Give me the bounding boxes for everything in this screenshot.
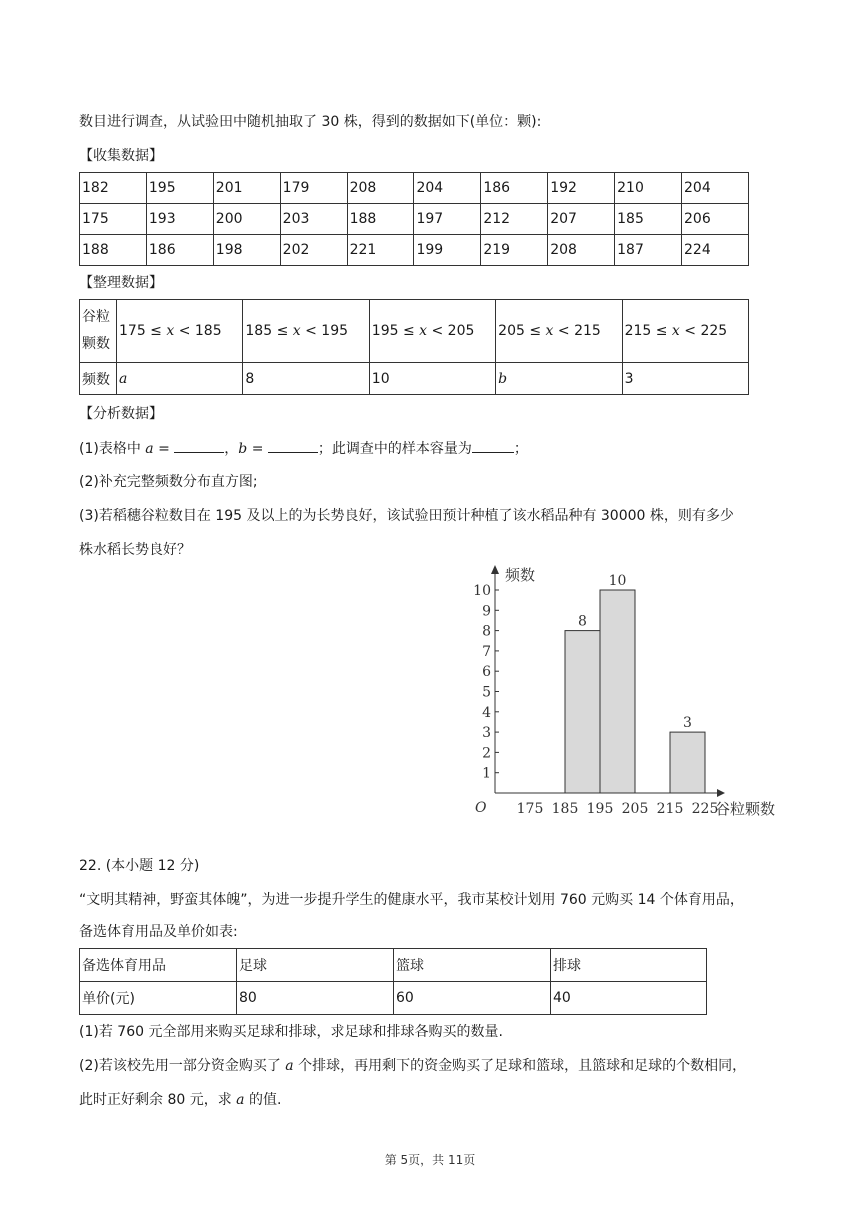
table-cell: 204 [414, 173, 481, 204]
question-22-part2-line2 [79, 1090, 281, 1110]
freq-label-cell: 频数 [80, 363, 117, 395]
table-cell: 221 [347, 235, 414, 266]
question-3-line1: (3)若稻穗谷粒数目在 195 及以上的为长势良好，该试验田预计种植了该水稻品种有 30000 株，则有多少 [79, 508, 734, 524]
text-span: 的值. [244, 1092, 282, 1108]
table-cell: 186 [146, 235, 213, 266]
answer-blank-a[interactable] [174, 438, 224, 453]
table-cell: 203 [280, 204, 347, 235]
q1-end: ； [513, 441, 528, 457]
q1-prefix: (1)表格中 [79, 441, 146, 457]
x-tick-label: 205 [621, 801, 649, 817]
frequency-histogram [455, 560, 785, 825]
answer-blank-sample-size[interactable] [472, 438, 514, 453]
freq-cell: 3 [622, 363, 748, 395]
y-tick-label: 2 [482, 745, 491, 762]
table-cell: 199 [414, 235, 481, 266]
table-row [80, 949, 707, 982]
table-cell: 200 [213, 204, 280, 235]
histogram-bar [670, 732, 705, 793]
y-tick-label: 8 [482, 623, 491, 640]
table-cell: 182 [80, 173, 147, 204]
table-row [80, 235, 749, 266]
origin-label: O [475, 800, 487, 816]
table-cell: 179 [280, 173, 347, 204]
table-cell: 212 [481, 204, 548, 235]
freq-cell: b [496, 363, 622, 395]
y-tick-label: 5 [482, 684, 491, 701]
table-cell: 198 [213, 235, 280, 266]
x-tick-label: 225 [691, 801, 719, 817]
question-2: (2)补充完整频数分布直方图; [79, 474, 258, 490]
histogram-bar [600, 590, 635, 793]
table-cell: 193 [146, 204, 213, 235]
var-b: b [238, 441, 248, 457]
text-span: 此时正好剩余 80 元，求 [79, 1092, 237, 1108]
table-cell: 207 [548, 204, 615, 235]
table-cell: 210 [615, 173, 682, 204]
table-row [80, 363, 749, 395]
y-axis-arrow [491, 565, 499, 574]
table-cell: 219 [481, 235, 548, 266]
table-cell: 40 [551, 982, 707, 1015]
collected-data-table [79, 172, 749, 266]
header-label-line1: 谷粒 [82, 309, 110, 325]
histogram-bar [565, 631, 600, 793]
equals-sign: = [153, 441, 175, 457]
table-cell: 备选体育用品 [80, 949, 237, 982]
x-tick-label: 175 [516, 801, 544, 817]
question-22-line2: 备选体育用品及单价如表: [79, 924, 238, 940]
table-cell: 201 [213, 173, 280, 204]
y-tick-label: 3 [482, 725, 491, 742]
section-heading-collect: 【收集数据】 [79, 148, 163, 164]
y-tick-label: 4 [482, 704, 491, 721]
header-label-line2: 颗数 [82, 336, 110, 352]
freq-cell: 10 [369, 363, 495, 395]
y-tick-label: 1 [482, 765, 491, 782]
table-cell: 195 [146, 173, 213, 204]
table-cell: 篮球 [394, 949, 551, 982]
bar-value-label: 3 [683, 715, 692, 732]
interval-cell: 175 ≤ x < 185 [117, 300, 243, 363]
interval-cell: 185 ≤ x < 195 [243, 300, 369, 363]
answer-blank-b[interactable] [268, 438, 318, 453]
x-axis-arrow [717, 789, 725, 797]
question-22-line1: “文明其精神，野蛮其体魄”，为进一步提升学生的健康水平，我市某校计划用 760 元购买 14 个体育用品， [79, 892, 744, 908]
table-cell: 197 [414, 204, 481, 235]
y-tick-label: 9 [482, 603, 491, 620]
table-cell: 排球 [551, 949, 707, 982]
intro-text: 数目进行调查，从试验田中随机抽取了 30 株，得到的数据如下(单位：颗): [79, 114, 542, 130]
interval-cell: 205 ≤ x < 215 [496, 300, 622, 363]
interval-cell: 215 ≤ x < 225 [622, 300, 748, 363]
table-row [80, 982, 707, 1015]
question-3-line2: 株水稻长势良好？ [79, 542, 191, 558]
table-cell: 202 [280, 235, 347, 266]
table-cell: 60 [394, 982, 551, 1015]
table-cell: 足球 [237, 949, 394, 982]
table-cell: 208 [548, 235, 615, 266]
y-axis-label: 频数 [505, 566, 536, 584]
text-span: (2)若该校先用一部分资金购买了 [79, 1058, 286, 1074]
question-1 [79, 438, 528, 459]
table-cell: 单价(元) [80, 982, 237, 1015]
q1-middle: ；此调查中的样本容量为 [317, 441, 472, 457]
bar-value-label: 10 [608, 573, 627, 589]
separator: ， [224, 441, 239, 457]
table-row [80, 204, 749, 235]
freq-cell: a [117, 363, 243, 395]
table-row [80, 300, 749, 363]
section-heading-organize: 【整理数据】 [79, 275, 163, 291]
x-axis-label: 谷粒颗数 [715, 800, 776, 818]
x-tick-label: 195 [586, 801, 614, 817]
section-heading-analyze: 【分析数据】 [79, 406, 163, 422]
table-cell: 80 [237, 982, 394, 1015]
freq-cell: 8 [243, 363, 369, 395]
x-tick-label: 215 [656, 801, 684, 817]
table-cell: 186 [481, 173, 548, 204]
price-table [79, 948, 707, 1015]
question-22-part1: (1)若 760 元全部用来购买足球和排球，求足球和排球各购买的数量. [79, 1024, 503, 1040]
y-tick-label: 7 [482, 643, 491, 660]
organized-data-table [79, 299, 749, 395]
table-cell: 206 [682, 204, 749, 235]
var-a: a [236, 1092, 245, 1108]
table-row [80, 173, 749, 204]
table-cell: 208 [347, 173, 414, 204]
table-cell: 192 [548, 173, 615, 204]
var-a: a [285, 1058, 294, 1074]
table-cell: 204 [682, 173, 749, 204]
table-cell: 185 [615, 204, 682, 235]
text-span: 个排球，再用剩下的资金购买了足球和篮球，且篮球和足球的个数相同， [293, 1058, 747, 1074]
table-cell: 188 [80, 235, 147, 266]
var-a: a [145, 441, 154, 457]
question-22-title: 22. (本小题 12 分) [79, 858, 200, 874]
y-tick-label: 6 [482, 664, 491, 681]
header-label-cell [80, 300, 117, 363]
page-footer: 第 5页，共 11页 [384, 1153, 476, 1167]
bar-value-label: 8 [578, 613, 587, 630]
interval-cell: 195 ≤ x < 205 [369, 300, 495, 363]
table-cell: 187 [615, 235, 682, 266]
table-cell: 188 [347, 204, 414, 235]
equals-sign: = [247, 441, 268, 457]
table-cell: 224 [682, 235, 749, 266]
question-22-part2-line1 [79, 1056, 746, 1076]
y-tick-label: 10 [473, 583, 491, 599]
x-tick-label: 185 [551, 801, 579, 817]
table-cell: 175 [80, 204, 147, 235]
